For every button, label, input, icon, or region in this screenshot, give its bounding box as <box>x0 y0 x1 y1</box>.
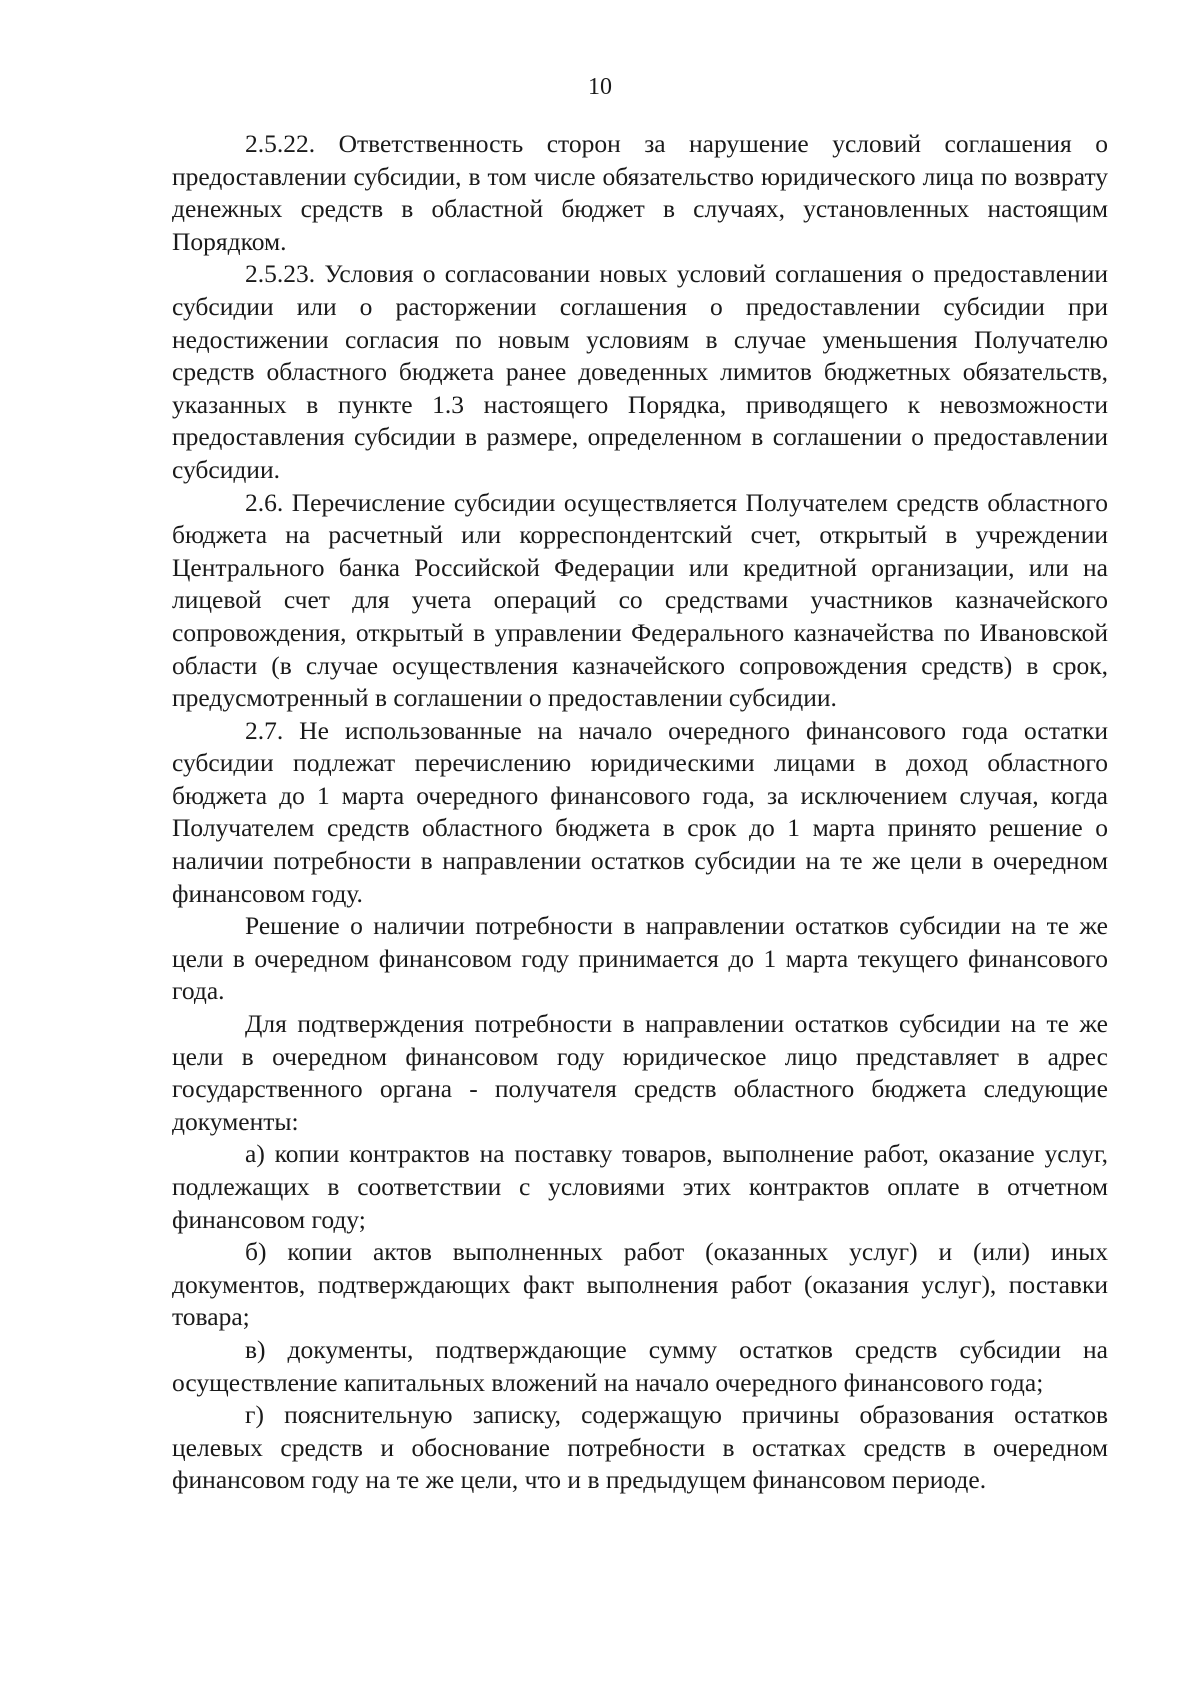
list-item-v: в) документы, подтверждающие сумму остатков средств субсидии на осуществление капитальных вложений на начало очередного финансового года; <box>172 1334 1108 1397</box>
document-body <box>172 128 1108 1497</box>
page-number: 10 <box>588 74 612 100</box>
list-item-a: а) копии контрактов на поставку товаров, выполнение работ, оказание услуг, подлежащих в соответствии с условиями этих контрактов оплате в отчетном финансовом году; <box>172 1139 1108 1234</box>
paragraph-2-5-22: 2.5.22. Ответственность сторон за нарушение условий соглашения о предоставлении субсидии, в том числе обязательство юридического лица по возврату денежных средств в областной бюджет в случаях, установленных настоящим Порядком. <box>172 129 1108 256</box>
paragraph-2-5-23: 2.5.23. Условия о согласовании новых условий соглашения о предоставлении субсидии или о расторжении соглашения о предоставлении субсидии при недостижении согласия по новым условиям в случае уменьшения Получателю средств областного бюджета ранее доведенных лимитов бюджетных обязательств, указанных в пункте 1.3 настоящего Порядка, приводящего к невозможности предоставления субсидии в размере, определенном в соглашении о предоставлении субсидии. <box>172 259 1108 484</box>
list-item-b: б) копии актов выполненных работ (оказанных услуг) и (или) иных документов, подтверждающих факт выполнения работ (оказания услуг), поставки товара; <box>172 1237 1108 1332</box>
paragraph-documents-intro: Для подтверждения потребности в направлении остатков субсидии на те же цели в очередном финансовом году юридическое лицо представляет в адрес государственного органа - получателя средств областного бюджета следующие документы: <box>172 1009 1108 1136</box>
paragraph-2-6: 2.6. Перечисление субсидии осуществляется Получателем средств областного бюджета на расчетный или корреспондентский счет, открытый в учреждении Центрального банка Российской Федерации или кредитной организации, или на лицевой счет для учета операций со средствами участников казначейского сопровождения, открытый в управлении Федерального казначейства по Ивановской области (в случае осуществления казначейского сопровождения средств) в срок, предусмотренный в соглашении о предоставлении субсидии. <box>172 487 1108 713</box>
list-item-g: г) пояснительную записку, содержащую причины образования остатков целевых средств и обоснование потребности в остатках средств в очередном финансовом году на те же цели, что и в предыдущем финансовом периоде. <box>172 1400 1108 1495</box>
paragraph-decision: Решение о наличии потребности в направлении остатков субсидии на те же цели в очередном финансовом году принимается до 1 марта текущего финансового года. <box>172 911 1108 1006</box>
paragraph-2-7: 2.7. Не использованные на начало очередного финансового года остатки субсидии подлежат перечислению юридическими лицами в доход областного бюджета до 1 марта очередного финансового года, за исключением случая, когда Получателем средств областного бюджета в срок до 1 марта принято решение о наличии потребности в направлении остатков субсидии на те же цели в очередном финансовом году. <box>172 715 1108 908</box>
